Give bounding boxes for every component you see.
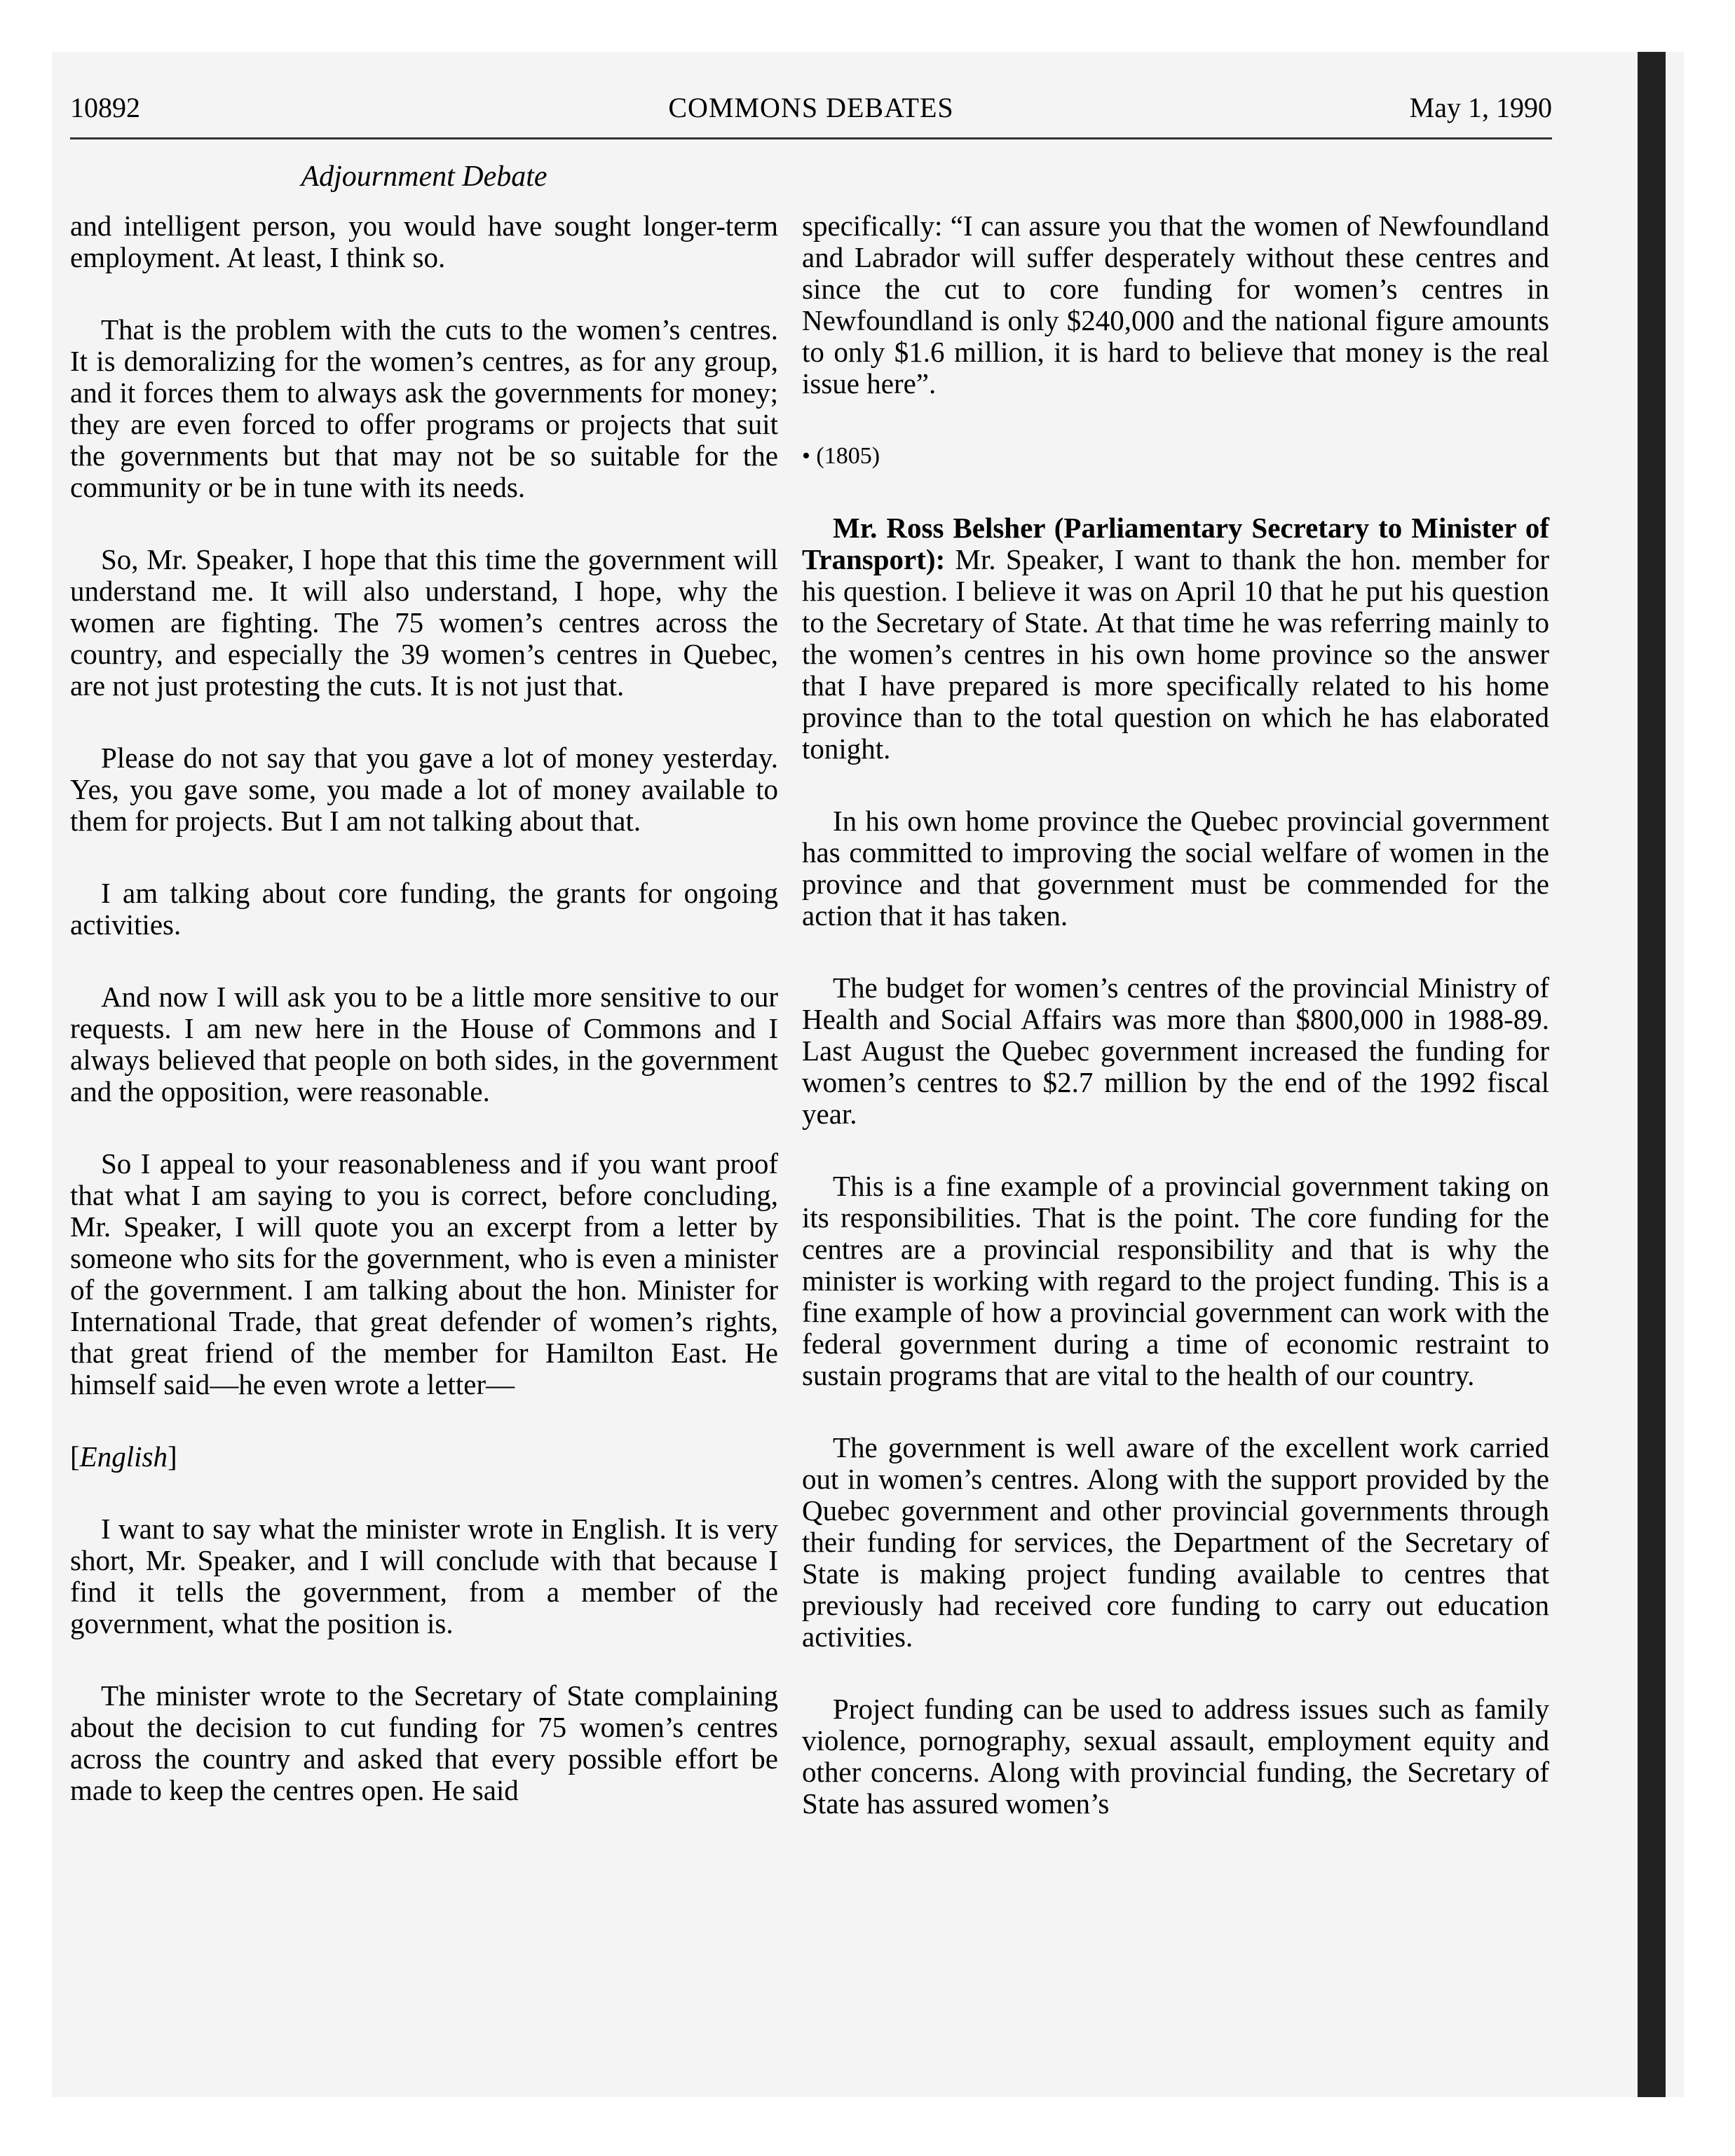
scan-edge-bar: [1638, 52, 1666, 2097]
right-column: [802, 210, 1549, 1860]
publication-title: COMMONS DEBATES: [668, 92, 954, 123]
paragraph: So, Mr. Speaker, I hope that this time the government will understand me. It will also understand, I hope, why the women are fighting. The 75 women’s centres across the country, and especially the 39 women’s centres in Quebec, are not just protesting the cuts. It is not just that.: [70, 543, 778, 702]
paragraph: Please do not say that you gave a lot of money yesterday. Yes, you gave some, you made a lot of money available to them for projects. But I am not talking about that.: [70, 742, 778, 837]
speaker-paragraph: [802, 512, 1549, 765]
paragraph: and intelligent person, you would have sought longer-term employment. At least, I think so.: [70, 210, 778, 273]
language-bracket-open: [: [70, 1440, 80, 1473]
time-marker: • (1805): [802, 443, 880, 469]
language-label: [70, 1441, 778, 1473]
header-rule: [70, 137, 1552, 139]
paragraph: I am talking about core funding, the grants for ongoing activities.: [70, 877, 778, 941]
language-name: English: [79, 1440, 168, 1473]
paragraph: This is a fine example of a provincial government taking on its responsibilities. That is the point. The core funding for the centres are a provincial responsibility and that is why the minister is working with regard to the project funding. This is a fine example of how a provincial government can work with the federal government during a time of economic restraint to sustain programs that are vital to the health of our country.: [802, 1170, 1549, 1391]
paragraph: The government is well aware of the excellent work carried out in women’s centres. Along with the support provided by the Quebec government and other provincial governments through their funding for services, the Department of the Secretary of State is making project funding available to centres that previously had received core funding to carry out education activities.: [802, 1431, 1549, 1653]
page-number: 10892: [70, 92, 140, 123]
paragraph: The minister wrote to the Secretary of State complaining about the decision to cut funding for 75 women’s centres across the country and asked that every possible effort be made to keep the centres open. He said: [70, 1679, 778, 1806]
page-header: [70, 91, 1552, 133]
paragraph: specifically: “I can assure you that the women of Newfoundland and Labrador will suffer desperately without these centres and since the cut to core funding for women’s centres in Newfoundland is only $240,000 and the national figure amounts to only $1.6 million, it is hard to believe that money is the real issue here”.: [802, 210, 1549, 400]
publication-date: May 1, 1990: [1409, 92, 1552, 123]
paragraph: So I appeal to your reasonableness and if you want proof that what I am saying to you is correct, before concluding, Mr. Speaker, I will quote you an excerpt from a letter by someone who sits for the government, who is even a minister of the government. I am talking about the hon. Minister for International Trade, that great defender of women’s rights, that great friend of the member for Hamilton East. He himself said—he even wrote a letter—: [70, 1147, 778, 1400]
paragraph: That is the problem with the cuts to the women’s centres. It is demoralizing for the women’s centres, as for any group, and it forces them to always ask the governments for money; they are even forced to offer programs or projects that suit the governments but that may not be so suitable for the community or be in tune with its needs.: [70, 313, 778, 503]
paragraph: Project funding can be used to address issues such as family violence, pornography, sexual assault, employment equity and other concerns. Along with provincial funding, the Secretary of State has assured women’s: [802, 1693, 1549, 1820]
language-bracket-close: ]: [167, 1440, 177, 1473]
paragraph: And now I will ask you to be a little more sensitive to our requests. I am new here in the House of Commons and I always believed that people on both sides, in the government and the opposition, were reasonable.: [70, 981, 778, 1107]
speech-text: Mr. Speaker, I want to thank the hon. member for his question. I believe it was on April 10 that he put his question to the Secretary of State. At that time he was referring mainly to the women’s centres in his own home province so the answer that I have prepared is more specifically related to his home province than to the total question on which he has elaborated tonight.: [802, 543, 1550, 765]
section-title: Adjournment Debate: [301, 161, 547, 193]
paragraph: I want to say what the minister wrote in English. It is very short, Mr. Speaker, and I will conclude with that because I find it tells the government, from a member of the government, what the position is.: [70, 1513, 778, 1639]
speaker-name: Mr. Ross Belsher (Parliamentary Secretary to Minister of Transport):: [802, 512, 1549, 575]
paragraph: In his own home province the Quebec provincial government has committed to improving the social welfare of women in the province and that government must be commended for the action that it has taken.: [802, 805, 1549, 932]
paragraph: The budget for women’s centres of the provincial Ministry of Health and Social Affairs was more than $800,000 in 1988-89. Last August the Quebec government increased the funding for women’s centres to $2.7 million by the end of the 1992 fiscal year.: [802, 971, 1549, 1130]
left-column: [70, 210, 778, 1847]
